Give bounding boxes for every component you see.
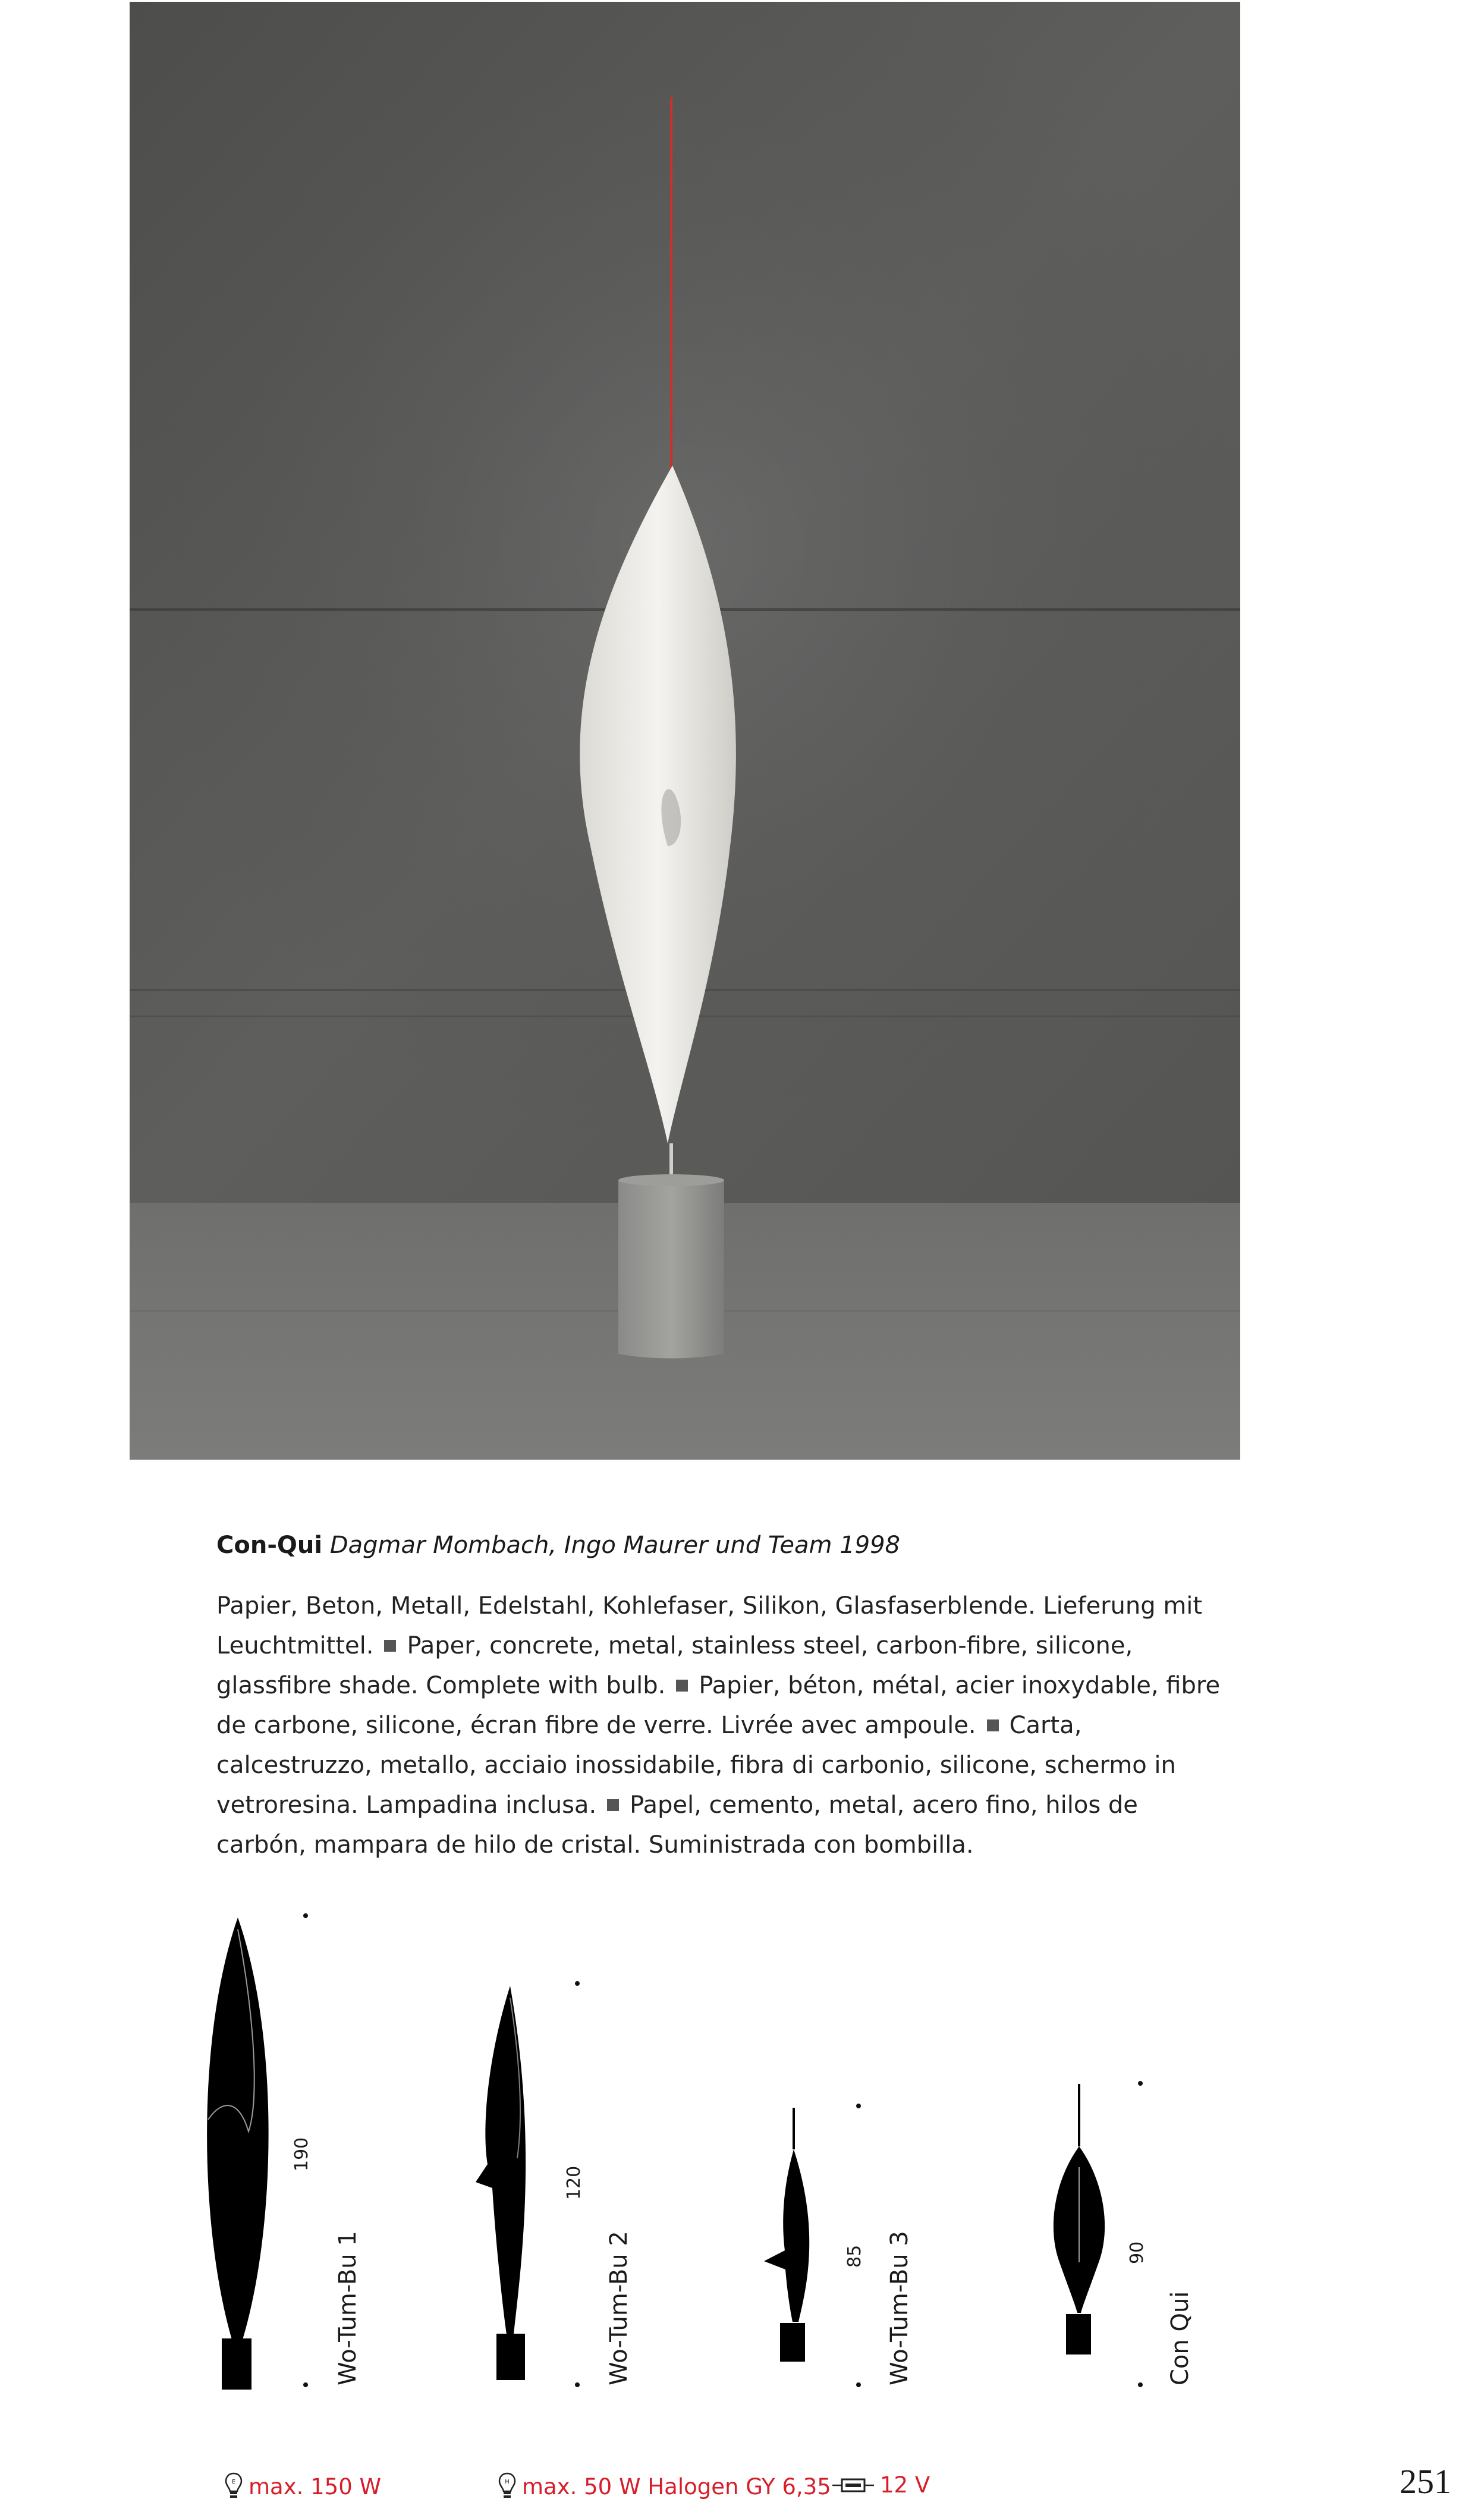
dimension-dot-bottom <box>303 2382 308 2387</box>
dimension-dot-top <box>303 1913 308 1918</box>
variant-name-label: Wo-Tum-Bu 2 <box>605 2231 633 2385</box>
dimension-dot-top <box>575 1981 580 1986</box>
separator-square <box>384 1640 396 1652</box>
variant-figure-wo-tum-bu-3 <box>764 2108 823 2384</box>
height-label: 190 <box>291 2137 312 2171</box>
dimension-dot-top <box>1138 2081 1143 2086</box>
height-label: 120 <box>564 2165 584 2200</box>
variant-figure-wo-tum-bu-2 <box>476 1986 541 2404</box>
variant-name-label: Con Qui <box>1167 2291 1194 2385</box>
variant-name-label: Wo-Tum-Bu 3 <box>886 2231 913 2385</box>
bulb-icon <box>498 2472 516 2501</box>
svg-text:H: H <box>505 2479 510 2485</box>
description-fr: Papier, béton, métal, acier inoxydable, fibre de carbone, silicone, écran fibre de verre. Livrée avec ampoule. <box>216 1672 1221 1739</box>
variant-figure-con-qui <box>1046 2084 1112 2384</box>
wattage-text: max. 50 W Halogen GY 6,35 <box>522 2473 831 2500</box>
voltage-text: 12 V <box>880 2472 930 2498</box>
product-photo <box>130 2 1240 1460</box>
spec-voltage <box>832 2472 930 2498</box>
description-en: Paper, concrete, metal, stainless steel, carbon-fibre, silicone, glassfibre shade. Complete with bulb. <box>216 1632 1133 1699</box>
transformer-icon <box>832 2476 874 2494</box>
separator-square <box>676 1680 688 1692</box>
description-de: Papier, Beton, Metall, Edelstahl, Kohlefaser, Silikon, Glasfaserblende. Lieferung mit Leuchtmittel. <box>216 1592 1203 1659</box>
bulb-icon <box>225 2472 243 2501</box>
height-label: 85 <box>844 2244 865 2268</box>
variant-figure-wo-tum-bu-1 <box>202 1917 273 2407</box>
product-credit: Dagmar Mombach, Ingo Maurer und Team 1998 <box>329 1532 901 1559</box>
variant-name-label: Wo-Tum-Bu 1 <box>334 2231 361 2385</box>
dimension-dot-bottom <box>575 2382 580 2387</box>
height-label: 90 <box>1127 2241 1147 2264</box>
product-title <box>216 1529 1263 1561</box>
wattage-text: max. 150 W <box>249 2473 382 2500</box>
page-number: 251 <box>1400 2462 1451 2501</box>
separator-square <box>607 1799 619 1811</box>
description-it: Carta, calcestruzzo, metallo, acciaio inossidabile, fibra di carbonio, silicone, schermo in vetroresina. Lampadina inclusa. <box>216 1712 1176 1819</box>
dimension-dot-bottom <box>856 2382 861 2387</box>
product-description <box>216 1586 1227 1865</box>
separator-square <box>987 1719 999 1731</box>
spec-wattage-1 <box>225 2472 381 2501</box>
svg-text:E: E <box>231 2479 236 2485</box>
dimension-dot-bottom <box>1138 2382 1143 2387</box>
product-name: Con-Qui <box>216 1532 323 1559</box>
description-es: Papel, cemento, metal, acero fino, hilos de carbón, mampara de hilo de cristal. Suministrada con bombilla. <box>216 1791 1138 1859</box>
dimension-dot-top <box>856 2104 861 2108</box>
spec-wattage-2 <box>498 2472 831 2501</box>
